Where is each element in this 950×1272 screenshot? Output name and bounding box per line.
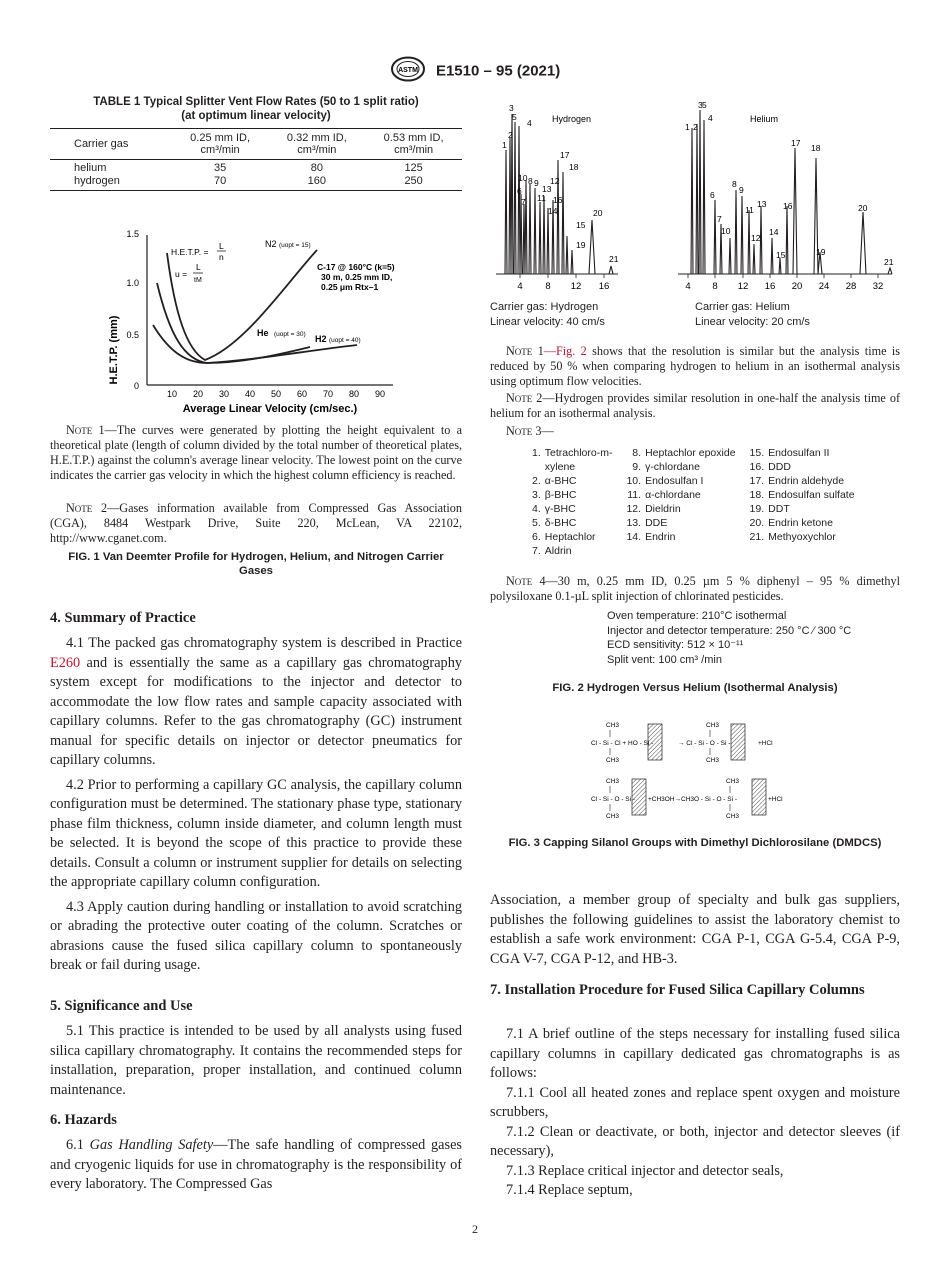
list-item: 4. γ-BHC 12. Dieldrin 19. DDT [532, 503, 790, 515]
fig2-note-1: Note 1—Fig. 2 shows that the resolution is similar but the analysis time is reduced by 50 % when comparing hydrogen to helium in an isothermal analysis using optimum flow velocities. [490, 344, 900, 388]
helium-peak-labels [685, 100, 894, 267]
peak-legend [532, 446, 855, 558]
list-item: 5. δ-BHC 13. DDE 20. Endrin ketone [532, 517, 833, 529]
hydrogen-tick: 12 [570, 281, 582, 292]
list-item: xylene 9. γ-chlordane 16. DDD [544, 461, 791, 473]
svg-text:2: 2 [508, 130, 513, 140]
svg-text:CH3: CH3 [606, 778, 620, 785]
svg-text:8: 8 [732, 179, 737, 189]
list-item: 3. β-BHC 11. α-chlordane 18. Endosulfan sulfate [532, 489, 855, 501]
table1 [50, 128, 462, 191]
svg-text:30 m, 0.25 mm ID,: 30 m, 0.25 mm ID, [321, 272, 393, 282]
svg-text:(uopt = 30): (uopt = 30) [274, 331, 306, 338]
chromatogram-figure [490, 98, 900, 298]
svg-text:20: 20 [593, 208, 603, 218]
n2-curve [167, 250, 317, 360]
svg-text:15: 15 [576, 220, 586, 230]
section-5-body: 5.1 This practice is intended to be used by all analysts using fused silica capillary chromatography. It contains the recommended steps for installation, preparation, proper installation, and continued column maintenance. [50, 1023, 462, 1098]
fig2-note-2: Note 2—Hydrogen provides similar resolution in one-half the analysis time of helium for an isothermal analysis. [490, 391, 901, 420]
helium-tick: 8 [712, 281, 718, 292]
svg-text:18: 18 [811, 143, 821, 153]
e260-link[interactable]: E260 [50, 654, 81, 671]
svg-text:16: 16 [783, 201, 793, 211]
helium-tick: 20 [791, 281, 803, 292]
svg-text:14: 14 [548, 206, 558, 216]
svg-text:CH3: CH3 [606, 813, 620, 820]
section-6-body: 6.1 Gas Handling Safety—The safe handling of compressed gases and cryogenic liquids for use in chromatography is the responsibility of every laboratory. The Compressed Gas [50, 1137, 462, 1192]
svg-text:20: 20 [858, 203, 868, 213]
y-tick: 1.0 [126, 278, 139, 288]
svg-text:CH3: CH3 [706, 722, 720, 729]
svg-text:14: 14 [769, 227, 779, 237]
svg-text:0.25 μm Rtx–1: 0.25 μm Rtx–1 [321, 282, 379, 292]
column-spec: C-17 @ 160°C (k=5) [317, 262, 395, 272]
helium-peaks [691, 110, 892, 274]
list-item: 2. α-BHC 10. Endosulfan I 17. Endrin aldehyde [532, 475, 845, 487]
document-designation: E1510 – 95 (2021) [435, 62, 561, 80]
x-tick: 80 [348, 389, 360, 399]
fig3-caption: FIG. 3 Capping Silanol Groups with Dimethyl Dichlorosilane (DMDCS) [508, 837, 882, 849]
x-tick: 70 [322, 389, 334, 399]
section-5-heading: 5. Significance and Use [50, 998, 193, 1014]
helium-conditions: Carrier gas: Helium Linear velocity: 20 cm/s [695, 301, 810, 328]
section-7-heading: 7. Installation Procedure for Fused Silica Capillary Columns [490, 982, 865, 998]
hydrogen-label: Hydrogen [552, 114, 592, 124]
page-number: 2 [472, 1222, 478, 1236]
list-item: 1. Tetrachloro-m- 8. Heptachlor epoxide 15. Endosulfan II [532, 447, 830, 459]
svg-text:4: 4 [527, 118, 532, 128]
section-6-continued: Association, a member group of specialty and bulk gas suppliers, publishes the following guidelines to assist the laboratory chemist to establish a safe work environment: CGA P-1, CGA G-5.4, CGA P-9, CGA V-7, CGA P-12, and HB-3. [490, 892, 900, 967]
svg-text:12: 12 [550, 176, 560, 186]
x-tick: 60 [296, 389, 308, 399]
page-header [0, 56, 950, 86]
table1-header: Carrier gas [50, 129, 172, 160]
table1-header: 0.25 mm ID, cm³/min [172, 129, 269, 160]
n2-label: N2 [265, 239, 277, 249]
reaction-2-reactants: Cl - Si - O - Si - [591, 796, 636, 803]
fig2-link[interactable]: —Fig. 2 [543, 344, 587, 358]
x-tick: 20 [192, 389, 204, 399]
svg-text:13: 13 [757, 199, 767, 209]
van-deemter-chart [95, 225, 415, 417]
table1-header: 0.32 mm ID, cm³/min [268, 129, 365, 160]
svg-text:7: 7 [521, 197, 526, 207]
x-tick: 10 [166, 389, 178, 399]
helium-tick: 24 [818, 281, 830, 292]
silanol-reaction-diagram [588, 717, 798, 827]
hetp-formula: H.E.T.P. = [171, 247, 209, 257]
reaction-1-products: → Cl - Si - O - Si - [678, 740, 731, 747]
svg-text:CH3: CH3 [606, 757, 620, 764]
svg-text:11: 11 [745, 205, 754, 215]
svg-text:2: 2 [693, 122, 698, 132]
y-tick: 0 [133, 381, 139, 391]
svg-text:13: 13 [542, 184, 552, 194]
svg-text:3: 3 [509, 103, 514, 113]
svg-text:17: 17 [791, 138, 801, 148]
svg-text:12: 12 [751, 233, 761, 243]
svg-text:ASTM: ASTM [397, 67, 418, 74]
hydrogen-tick: 8 [545, 281, 551, 292]
gc-conditions: Oven temperature: 210°C isothermal Injector and detector temperature: 250 °C ⁄ 300 °C ECD sensitivity: 512 × 10⁻¹¹ Split vent: 100 cm³ /min [607, 610, 852, 666]
svg-text:21: 21 [884, 257, 894, 267]
svg-text:5: 5 [512, 112, 517, 122]
svg-text:6: 6 [710, 190, 715, 200]
fig2-note-3: Note 3— [506, 424, 554, 438]
svg-text:21: 21 [609, 254, 619, 264]
helium-tick: 16 [764, 281, 776, 292]
svg-text:3: 3 [698, 100, 703, 110]
reaction-1-reactants: Cl - Si - Cl + HO - Si - [591, 740, 654, 747]
svg-text:15: 15 [776, 250, 786, 260]
fig2-note-4: Note 4—30 m, 0.25 mm ID, 0.25 µm 5 % diphenyl – 95 % dimethyl polysiloxane 0.1-µL split injection of chlorinated pesticides. [490, 574, 901, 603]
svg-text:(uopt = 15): (uopt = 15) [279, 242, 311, 249]
h2-label: H2 [315, 334, 327, 344]
svg-text:19: 19 [576, 240, 586, 250]
svg-text:6: 6 [517, 186, 522, 196]
svg-text:tM: tM [194, 277, 202, 284]
svg-text:7: 7 [717, 214, 722, 224]
helium-tick: 28 [845, 281, 857, 292]
svg-text:1: 1 [502, 140, 507, 150]
svg-text:17: 17 [560, 150, 570, 160]
svg-text:+HCl: +HCl [758, 740, 773, 747]
x-axis-label: Average Linear Velocity (cm/sec.) [182, 403, 358, 415]
fig1-caption: FIG. 1 Van Deemter Profile for Hydrogen, Helium, and Nitrogen Carrier Gases [68, 551, 444, 577]
y-axis-label: H.E.T.P. (mm) [108, 315, 120, 385]
y-tick: 0.5 [126, 330, 139, 340]
helium-tick: 12 [737, 281, 749, 292]
svg-text:L: L [196, 262, 201, 272]
svg-text:L: L [219, 241, 224, 251]
table1-caption: TABLE 1 Typical Splitter Vent Flow Rates (50 to 1 split ratio) (at optimum linear velocity) [93, 96, 419, 122]
svg-text:CH3: CH3 [606, 722, 620, 729]
section-7-body: 7.1 A brief outline of the steps necessary for installing fused silica capillary columns in capillary dedicated gas chromatographs is as follows: 7.1.1 Cool all heated zones and replace spent oxygen and moisture scrubbers, 7.1.2 Clean or deactivate, or both, injector and detector sleeves (if necessary), 7.1.3 Replace critical injector and detector seals, 7.1.4 Replace septum, [490, 1026, 900, 1198]
section-6-heading: 6. Hazards [50, 1112, 117, 1128]
svg-text:9: 9 [534, 178, 539, 188]
svg-text:16: 16 [553, 195, 563, 205]
svg-text:CH3: CH3 [726, 778, 740, 785]
x-tick: 30 [218, 389, 230, 399]
svg-text:8: 8 [528, 176, 533, 186]
he-curve [157, 283, 310, 363]
svg-text:18: 18 [569, 162, 579, 172]
svg-text:4: 4 [708, 113, 713, 123]
reaction-2-products: +CH3OH→CH3O - Si - O - Si - [648, 796, 738, 803]
helium-label: Helium [750, 114, 779, 124]
x-tick: 50 [270, 389, 282, 399]
table1-header: 0.53 mm ID, cm³/min [365, 129, 462, 160]
fig2-caption: FIG. 2 Hydrogen Versus Helium (Isothermal Analysis) [552, 682, 838, 694]
hydrogen-tick: 16 [598, 281, 610, 292]
x-tick: 90 [374, 389, 386, 399]
svg-text:11: 11 [537, 193, 546, 203]
silica-surface-icon [752, 779, 766, 815]
silica-surface-icon [731, 724, 745, 760]
svg-text:CH3: CH3 [706, 757, 720, 764]
svg-text:19: 19 [816, 247, 826, 257]
fig1-note-1: Note 1—The curves were generated by plotting the height equivalent to a theoretical plate (length of column divided by the total number of theoretical plates, H.E.T.P.) against the column's average linear velocity. The lowest point on the curve indicates the carrier gas velocity in which the highest column efficiency is reached. [50, 423, 462, 482]
list-item: 7. Aldrin [532, 545, 572, 557]
hydrogen-tick: 4 [517, 281, 523, 292]
svg-text:(uopt = 40): (uopt = 40) [329, 337, 361, 344]
svg-text:9: 9 [739, 185, 744, 195]
svg-text:n: n [219, 252, 224, 262]
astm-logo [390, 56, 426, 86]
section-4-heading: 4. Summary of Practice [50, 610, 196, 626]
hydrogen-conditions: Carrier gas: Hydrogen Linear velocity: 40 cm/s [490, 301, 605, 328]
helium-tick: 32 [872, 281, 884, 292]
list-item: 6. Heptachlor 14. Endrin 21. Methyoxychlor [532, 531, 836, 543]
velocity-formula: u = [175, 269, 188, 279]
svg-text:10: 10 [721, 226, 731, 236]
helium-tick: 4 [685, 281, 691, 292]
svg-text:5: 5 [702, 100, 707, 110]
he-label: He [257, 328, 269, 338]
table-row: hydrogen 70 160 250 [50, 175, 462, 191]
svg-text:+HCl: +HCl [768, 796, 783, 803]
y-tick: 1.5 [126, 229, 139, 239]
table-row: helium 35 80 125 [74, 162, 423, 174]
section-4-body: 4.1 The packed gas chromatography system is described in Practice E260 and is essentially the same as a capillary gas chromatography system except for modifications to the injector and detector to accommodate the low flow rates and sample capacity associated with capillary columns. Refer to the gas chromatography (GC) instrument manual for specific details on injector or detector pneumatics for capillary columns. 4.2 Prior to performing a capillary GC analysis, the capillary column configuration must be determined. The stationary phase type, stationary phase film thickness, column inside diameter, and column length must be selected. It is beyond the scope of this practice to provide these details. Consult a column or instrument supplier for details on selecting the appropriate capillary column configuration. 4.3 Apply caution during handling or installation to avoid scratching or abrading the protective outer coating of the column. Scratches or abrasions cause the fused silica capillary column to spontaneously break or fail during usage. [50, 635, 462, 973]
x-tick: 40 [244, 389, 256, 399]
fig1-note-2: Note 2—Gases information available from Compressed Gas Association (CGA), 8484 Westpark Drive, Suite 220, McLean, VA 22102, http://www.cganet.com. [50, 501, 462, 545]
svg-text:10: 10 [518, 173, 528, 183]
svg-text:CH3: CH3 [726, 813, 740, 820]
svg-text:1: 1 [685, 122, 690, 132]
